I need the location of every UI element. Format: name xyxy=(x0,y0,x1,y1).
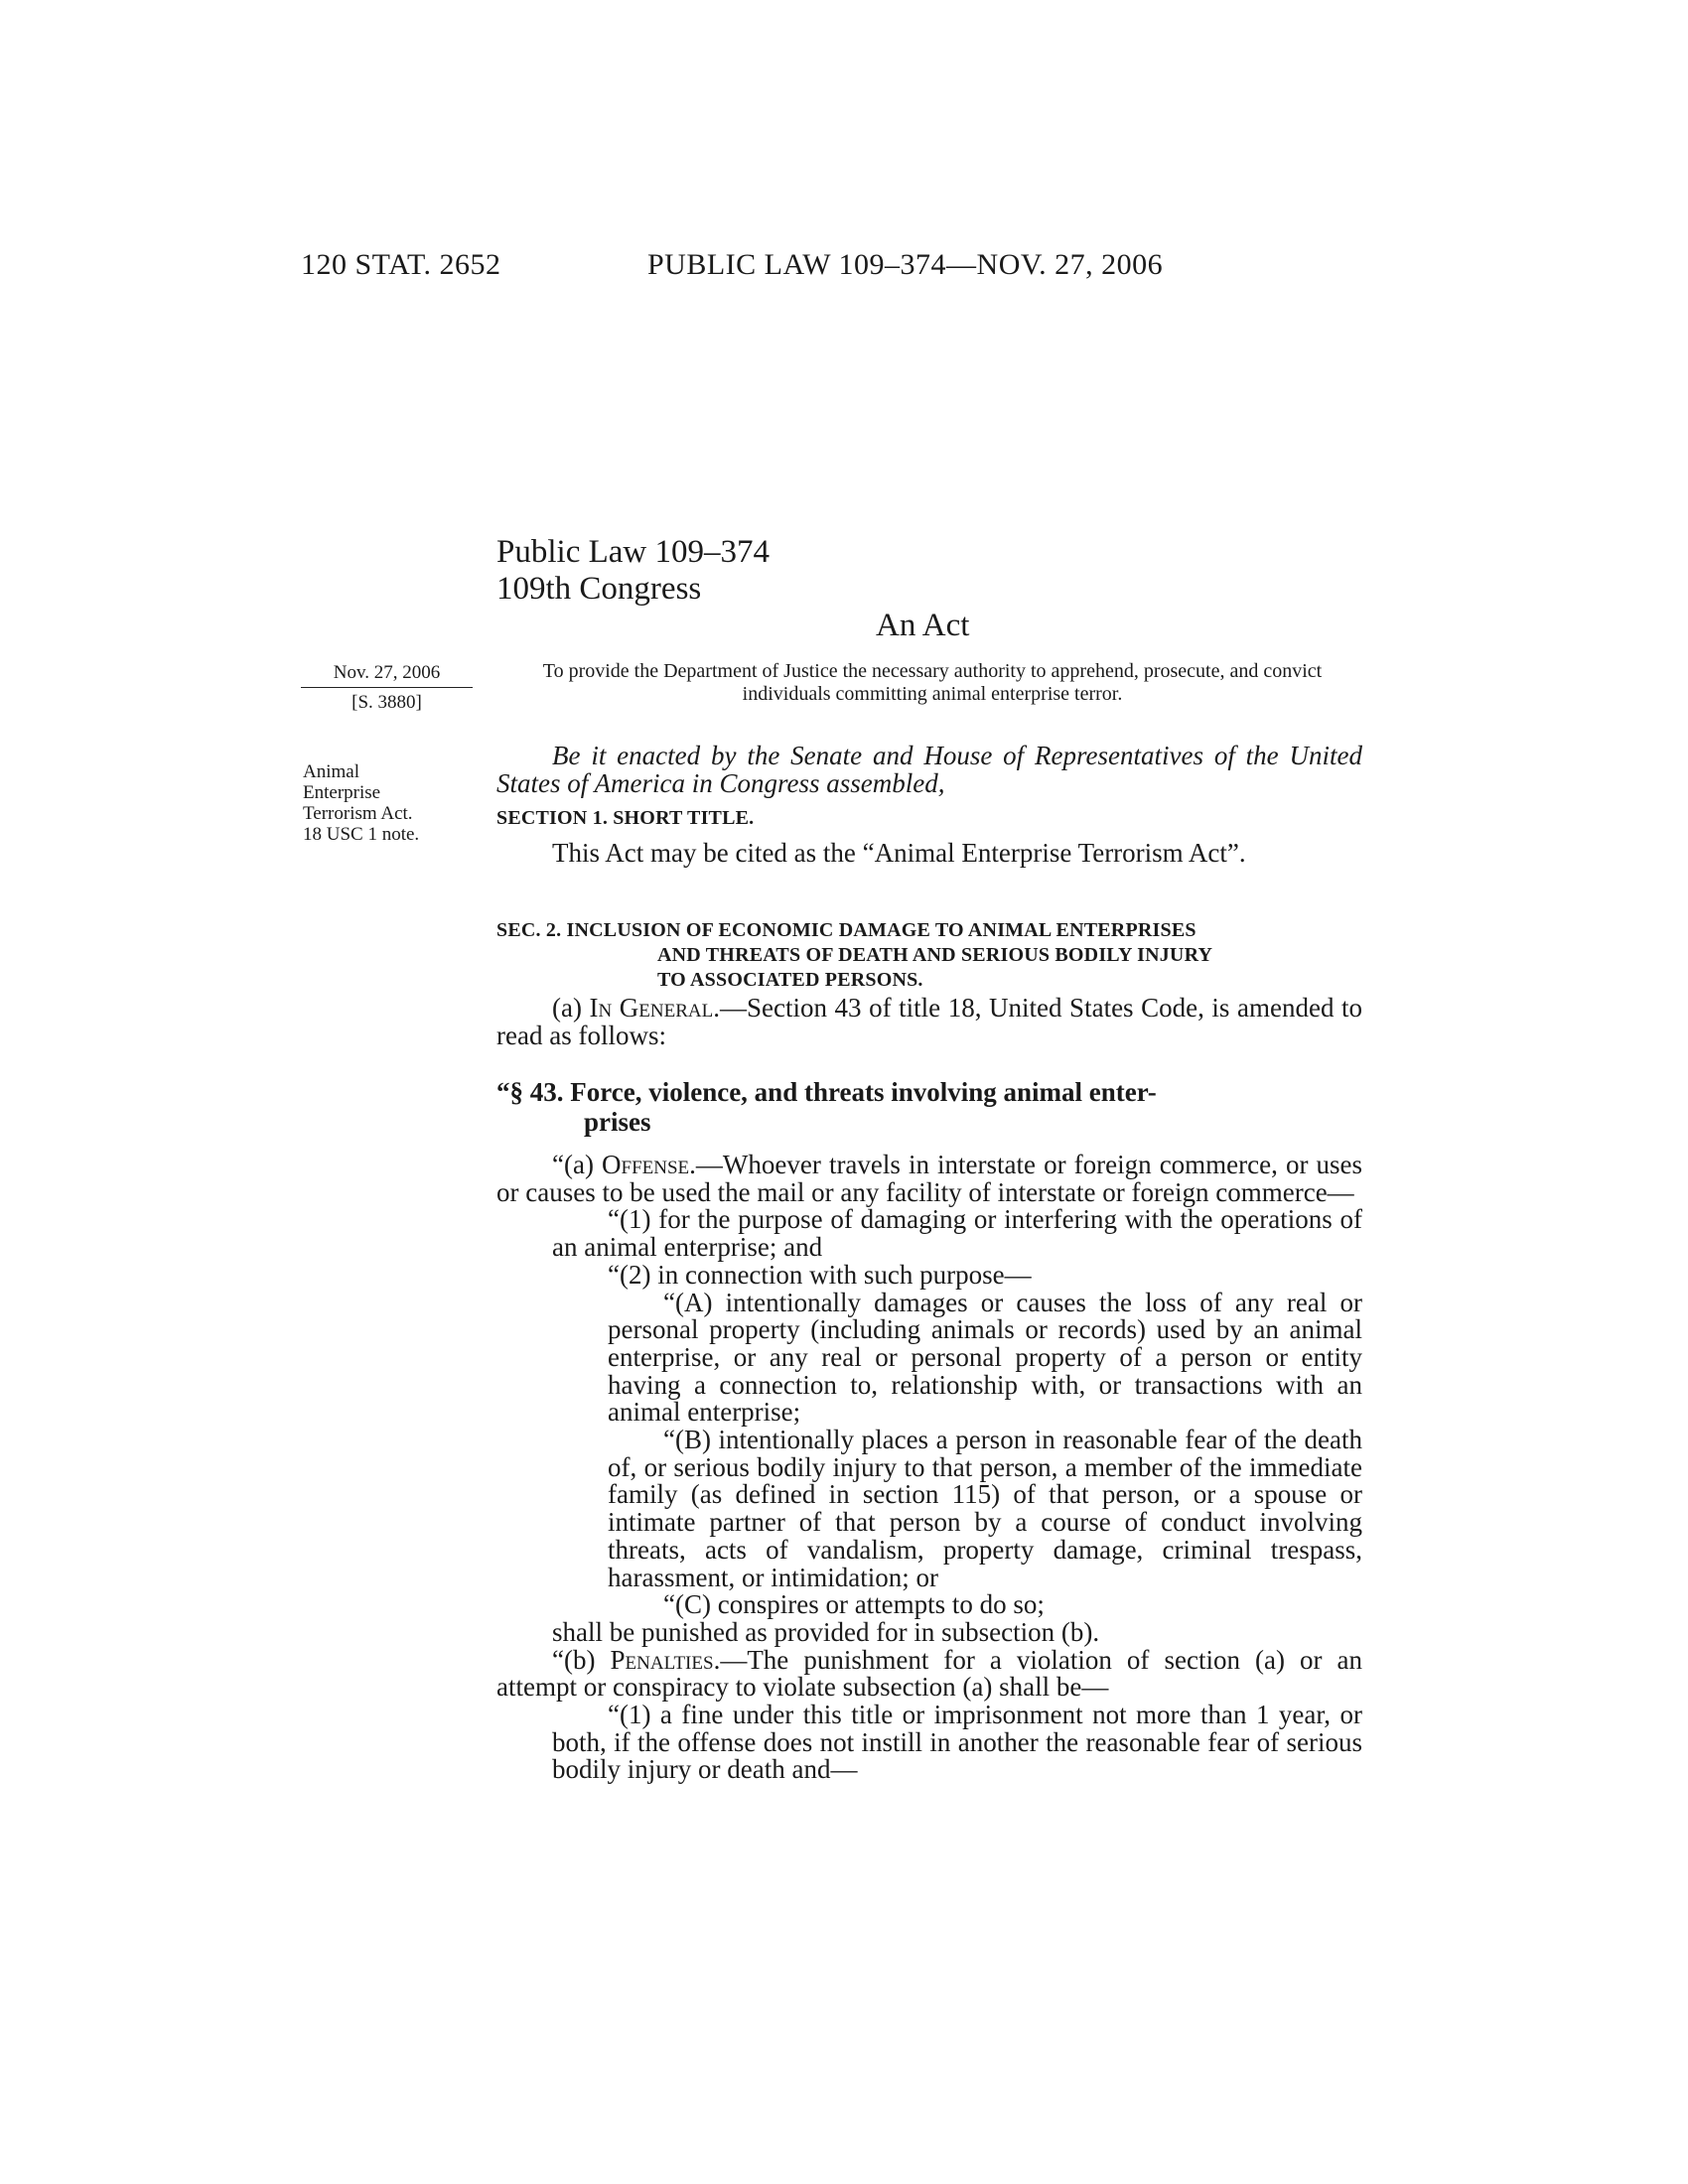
subsection-label: “(a) xyxy=(552,1150,603,1179)
margin-note-line: Animal xyxy=(303,761,359,782)
penalty-1: “(1) a fine under this title or imprisonment not more than 1 year, or both, if the offense does not instill in another the reasonable fear of serious bodily injury or death and— xyxy=(552,1700,1362,1785)
public-law-number: Public Law 109–374 xyxy=(496,534,770,570)
margin-note-line: Terrorism Act. xyxy=(303,803,413,824)
page-stat-citation: 120 STAT. 2652 xyxy=(301,248,501,281)
section-1-heading: SECTION 1. SHORT TITLE. xyxy=(496,807,755,829)
congress-number: 109th Congress xyxy=(496,571,702,607)
section-1-text: This Act may be cited as the “Animal Enterprise Terrorism Act”. xyxy=(552,838,1246,868)
margin-note-line: Enterprise xyxy=(303,782,381,803)
subparagraph-a: “(A) intentionally damages or causes the loss of any real or personal property (including animals or records) used by an animal enterprise, or any real or personal property of a person or entity having a connection to, relationship with, or transactions with an animal enterprise; xyxy=(608,1287,1362,1428)
paragraph-2: “(2) in connection with such purpose— xyxy=(608,1259,1032,1290)
section-2-heading-line: TO ASSOCIATED PERSONS. xyxy=(657,969,923,991)
subsection-label: (a) xyxy=(552,993,590,1023)
section-43-text xyxy=(496,1152,1362,1784)
subsection-a-in-general xyxy=(496,995,1362,1049)
bill-number: [S. 3880] xyxy=(352,692,422,713)
subparagraph-c: “(C) conspires or attempts to do so; xyxy=(663,1589,1045,1620)
title-block xyxy=(496,534,770,608)
margin-note xyxy=(303,761,452,845)
date-divider xyxy=(301,687,473,688)
section-2-heading xyxy=(496,918,1362,993)
subsection-caption: In General xyxy=(589,993,714,1023)
offense-paragraph xyxy=(496,1152,1362,1206)
purpose-statement: To provide the Department of Justice the necessary authority to apprehend, prosecute, and convict individuals committing animal enterprise terror. xyxy=(542,660,1323,705)
enacting-clause: Be it enacted by the Senate and House of Representatives of the United States of America in Congress assembled, xyxy=(496,741,1362,798)
section-43-heading-line: prises xyxy=(584,1107,651,1137)
running-header: PUBLIC LAW 109–374—NOV. 27, 2006 xyxy=(647,248,1164,281)
an-act-heading: An Act xyxy=(876,608,970,643)
subsection-text: .—The punishment for a violation of section (a) or an attempt or conspiracy to violate subsection (a) shall be— xyxy=(496,1644,1363,1703)
subsection-caption: Offense xyxy=(602,1150,690,1179)
date-bill-block xyxy=(301,662,473,714)
subsection-text: .—Whoever travels in interstate or foreign commerce, or uses or causes to be used the mail or any facility of interstate or foreign commerce— xyxy=(496,1150,1363,1207)
subsection-caption: Penalties xyxy=(610,1644,714,1675)
subsection-label: “(b) xyxy=(552,1644,611,1675)
section-43-heading-line: “§ 43. Force, violence, and threats involving animal enter- xyxy=(496,1077,1157,1107)
subparagraph-b: “(B) intentionally places a person in reasonable fear of the death of, or serious bodily injury to that person, a member of the immediate family (as defined in section 115) of that person, or a spouse or intimate partner of that person by a course of conduct involving threats, acts of vandalism, property damage, criminal trespass, harassment, or intimidation; or xyxy=(608,1425,1362,1592)
enactment-date: Nov. 27, 2006 xyxy=(333,662,441,683)
penalties-paragraph xyxy=(496,1644,1363,1703)
margin-note-line: 18 USC 1 note. xyxy=(303,824,420,845)
section-2-heading-line: SEC. 2. INCLUSION OF ECONOMIC DAMAGE TO ANIMAL ENTERPRISES xyxy=(496,919,1196,941)
paragraph-1: “(1) for the purpose of damaging or interfering with the operations of an animal enterprise; and xyxy=(552,1204,1362,1263)
section-43-heading xyxy=(496,1077,1362,1137)
punishment-clause: shall be punished as provided for in subsection (b). xyxy=(552,1616,1100,1647)
subsection-text: .—Section 43 of title 18, United States Code, is amended to read as follows: xyxy=(496,993,1363,1050)
section-2-heading-line: AND THREATS OF DEATH AND SERIOUS BODILY INJURY xyxy=(657,944,1213,966)
